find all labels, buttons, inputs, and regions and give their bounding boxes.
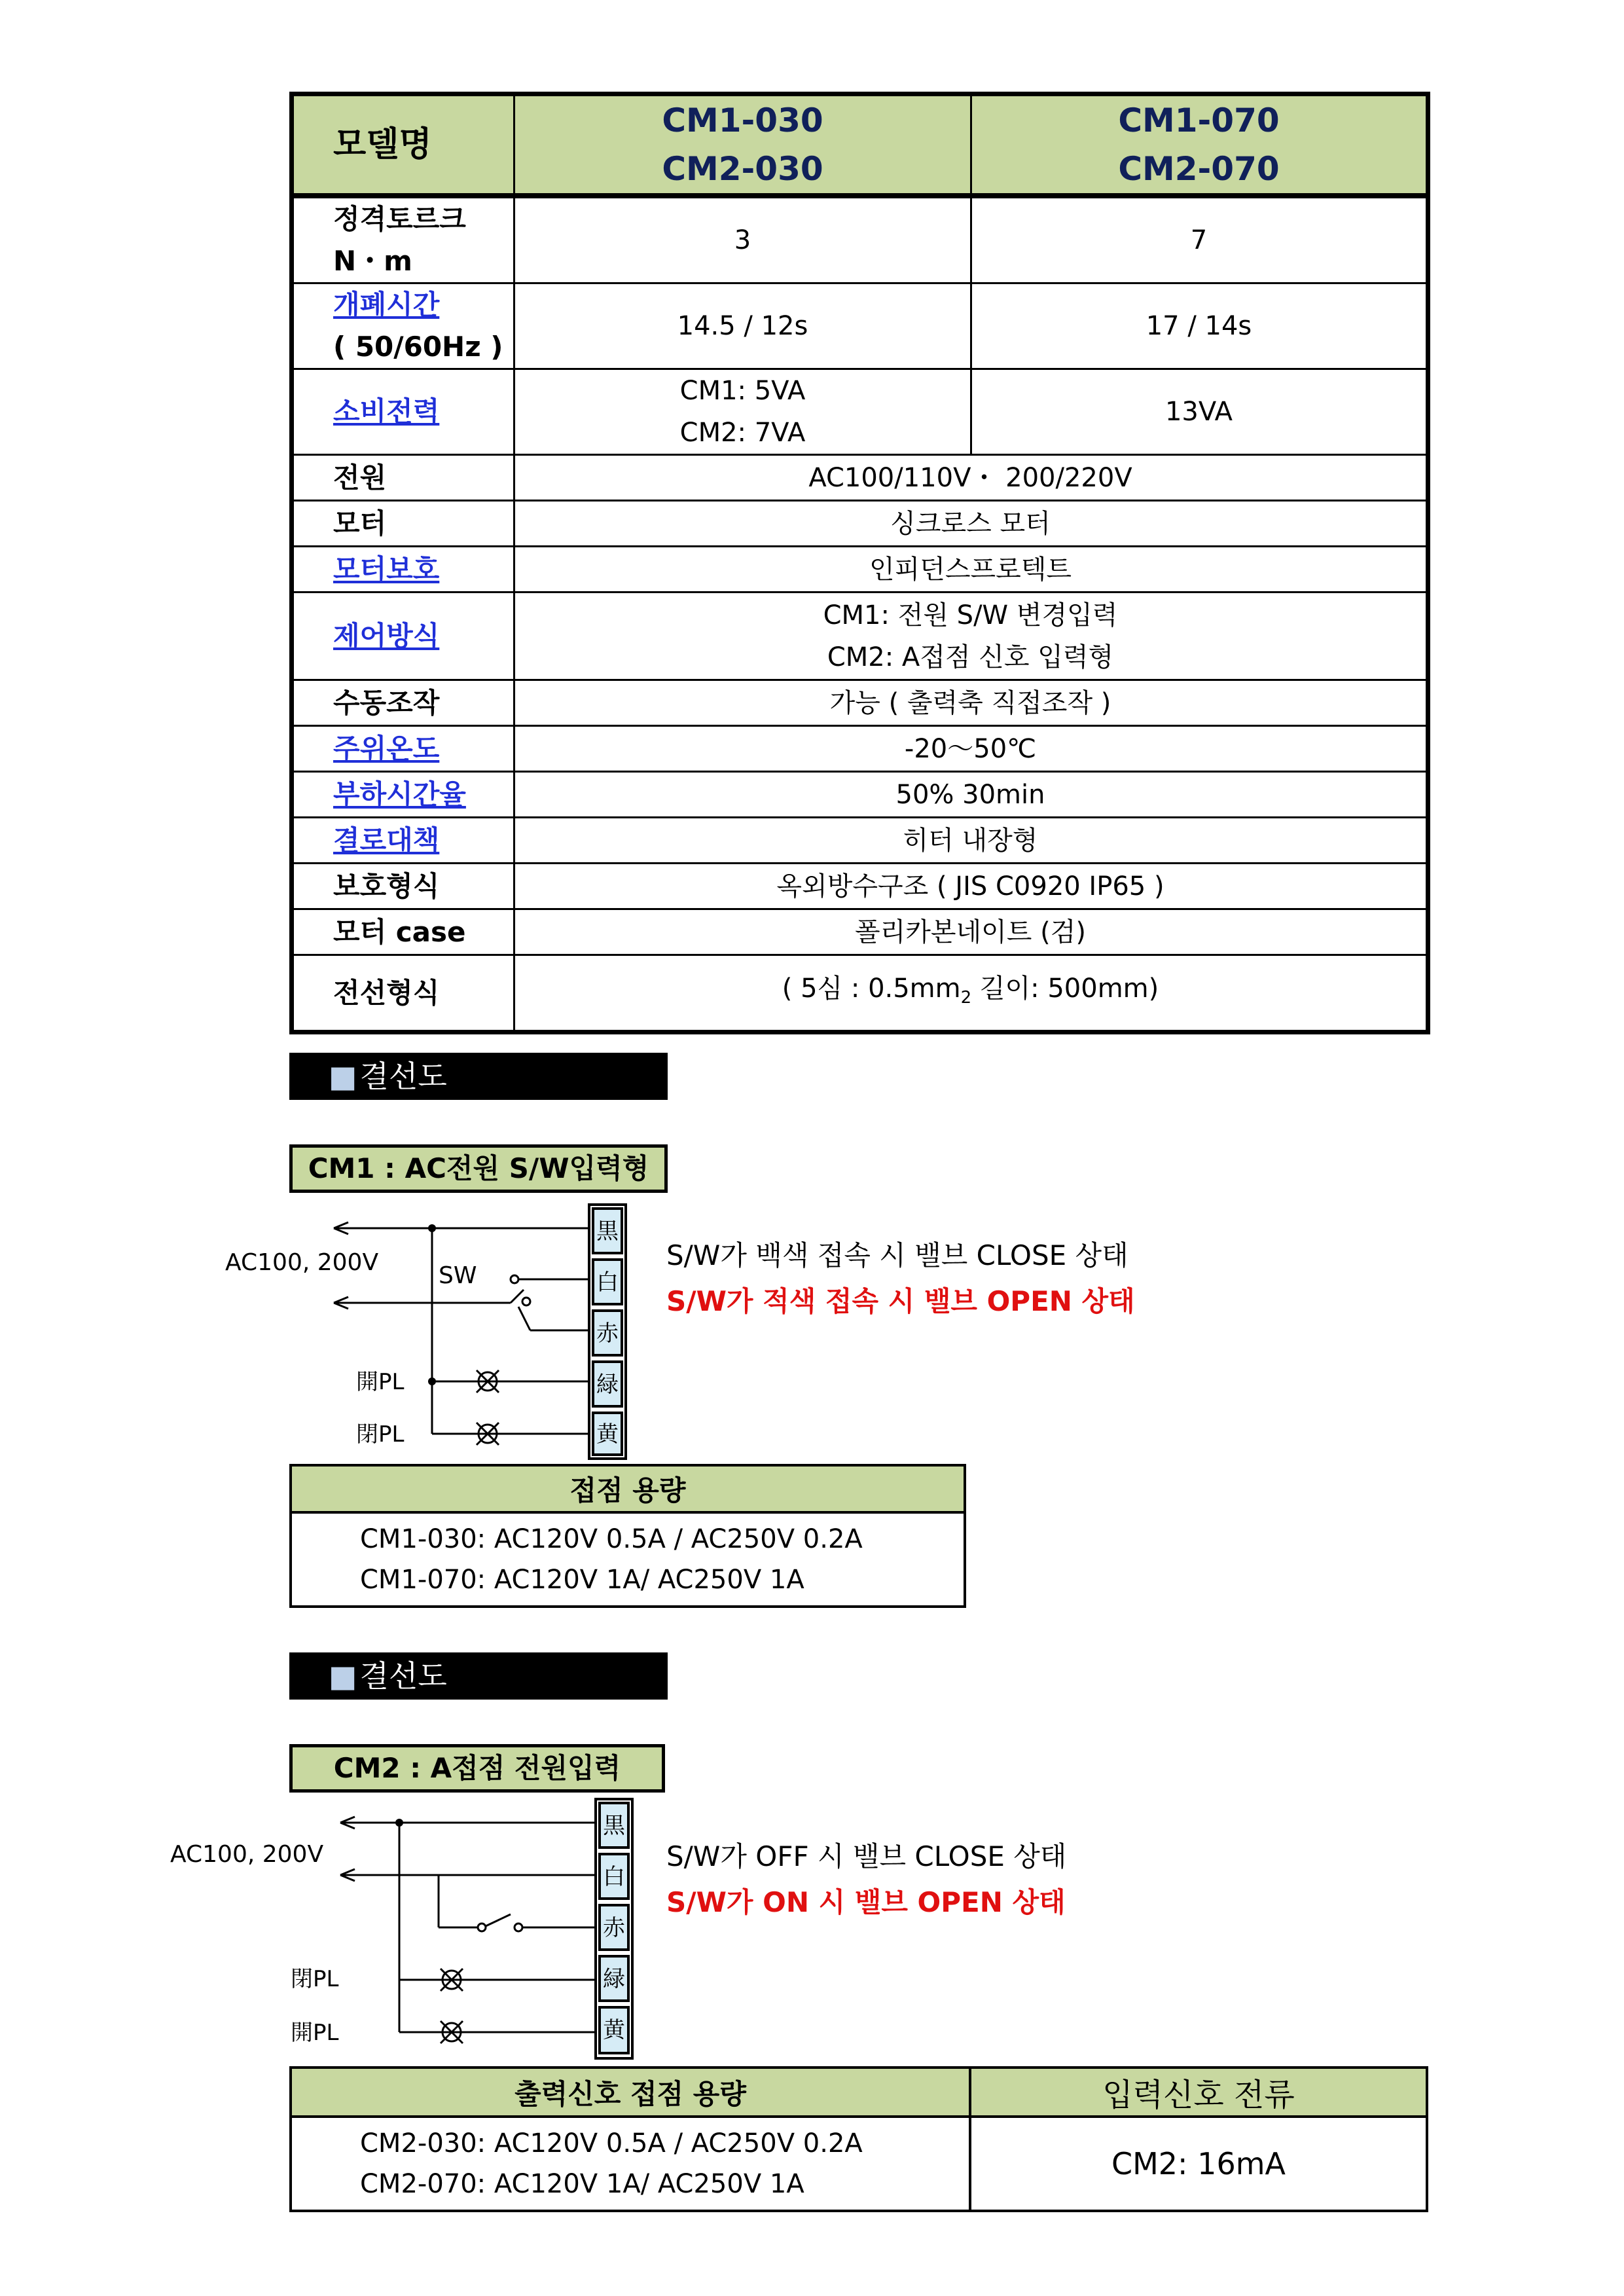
cm1-capacity-values: CM1-030: AC120V 0.5A / AC250V 0.2A CM1-070: AC120V 1A/ AC250V 1A — [291, 1512, 965, 1607]
spec-row-torque — [292, 196, 1428, 283]
pl-open-label: 開PL — [291, 2020, 339, 2046]
cm1-mode-box: CM1 : AC전원 S/W입력형 — [289, 1144, 668, 1193]
pl-open-label: 開PL — [356, 1369, 405, 1395]
wiring-section-bar-1: ■결선도 — [289, 1053, 668, 1100]
spec-header-row — [292, 94, 1428, 196]
terminal-black: 黒 — [596, 1218, 619, 1245]
cm1-note-close: S/W가 백색 접속 시 밸브 CLOSE 상태 — [666, 1239, 1128, 1271]
row-value: 7 — [971, 196, 1428, 283]
row-label: 정격토르크 N・m — [292, 196, 514, 283]
row-value: AC100/110V・ 200/220V — [514, 455, 1428, 501]
cm2-note-close: S/W가 OFF 시 밸브 CLOSE 상태 — [666, 1840, 1067, 1872]
pl-close-label: 閉PL — [291, 1966, 339, 1992]
row-value: 14.5 / 12s — [514, 283, 971, 369]
row-value: 13VA — [971, 369, 1428, 455]
cm2-input-current-value: CM2: 16mA — [970, 2117, 1427, 2211]
power-link[interactable]: 소비전력 — [292, 369, 514, 455]
source-label: AC100, 200V — [170, 1841, 324, 1868]
spec-row-case: 모터 case 폴리카본네이트 (검) — [292, 909, 1428, 955]
cm2-input-current-title: 입력신호 전류 — [970, 2068, 1427, 2117]
spec-row-control — [292, 592, 1428, 680]
terminal-green: 緑 — [596, 1372, 619, 1398]
spec-row-motor: 모터 싱크로스 모터 — [292, 501, 1428, 547]
spec-row-protection: 보호형식 옥외방수구조 ( JIS C0920 IP65 ) — [292, 864, 1428, 909]
spec-row-power — [292, 369, 1428, 455]
cm1-wiring-diagram — [216, 1198, 661, 1473]
pl-close-label: 閉PL — [356, 1421, 405, 1448]
duty-link[interactable]: 부하시간율 — [292, 772, 514, 818]
terminal-yellow: 黄 — [596, 1421, 619, 1448]
row-value: CM1: 5VA CM2: 7VA — [514, 369, 971, 455]
spec-row-manual: 수동조작 가능 ( 출력축 직접조작 ) — [292, 680, 1428, 726]
cm2-wiring-diagram — [164, 1796, 661, 2071]
row-value: CM1: 전원 S/W 변경입력 CM2: A접점 신호 입력형 — [514, 592, 1428, 680]
terminal-black: 黒 — [603, 1813, 625, 1839]
terminal-red: 赤 — [596, 1321, 619, 1347]
spec-row-open-time — [292, 283, 1428, 369]
cm2-note-open: S/W가 ON 시 밸브 OPEN 상태 — [666, 1886, 1066, 1918]
row-label: 개폐시간 ( 50/60Hz ) — [292, 283, 514, 369]
terminal-white: 白 — [603, 1864, 625, 1890]
cm2-mode-box: CM2 : A접점 전원입력 — [289, 1744, 665, 1793]
cm1-note-open: S/W가 적색 접속 시 밸브 OPEN 상태 — [666, 1285, 1135, 1317]
model-col-1: CM1-030 CM2-030 — [514, 94, 971, 196]
terminal-green: 緑 — [603, 1966, 625, 1992]
open-time-link[interactable]: 개폐시간 — [333, 289, 440, 321]
sw-label: SW — [439, 1262, 477, 1289]
row-value: 3 — [514, 196, 971, 283]
row-value: 17 / 14s — [971, 283, 1428, 369]
spec-row-supply: 전원 AC100/110V・ 200/220V — [292, 455, 1428, 501]
terminal-red: 赤 — [603, 1915, 625, 1941]
spec-row-motor-protect — [292, 547, 1428, 592]
cm1-capacity-table — [289, 1464, 966, 1608]
row-value: 가능 ( 출력축 직접조작 ) — [514, 680, 1428, 726]
spec-row-ambient — [292, 726, 1428, 772]
row-value: -20～50℃ — [514, 726, 1428, 772]
motor-protect-link[interactable]: 모터보호 — [292, 547, 514, 592]
spec-row-condensation — [292, 818, 1428, 864]
terminal-yellow: 黄 — [603, 2017, 625, 2043]
row-value: 인피던스프로텍트 — [514, 547, 1428, 592]
terminal-white: 白 — [596, 1269, 619, 1296]
cm2-capacity-title: 출력신호 접점 용량 — [291, 2068, 970, 2117]
row-value: 싱크로스 모터 — [514, 501, 1428, 547]
cm1-capacity-title: 접점 용량 — [291, 1465, 965, 1512]
spec-row-wire: 전선형식 ( 5심 : $0.5mm_2$ 길이: 500mm) — [292, 955, 1428, 1032]
wiring-section-bar-2: ■결선도 — [289, 1652, 668, 1700]
cm2-capacity-values: CM2-030: AC120V 0.5A / AC250V 0.2A CM2-070: AC120V 1A/ AC250V 1A — [291, 2117, 970, 2211]
cm2-capacity-table — [289, 2066, 1428, 2212]
model-col-2: CM1-070 CM2-070 — [971, 94, 1428, 196]
spec-table — [289, 92, 1430, 1034]
row-value: 폴리카본네이트 (검) — [514, 909, 1428, 955]
condensation-link[interactable]: 결로대책 — [292, 818, 514, 864]
row-value: 옥외방수구조 ( JIS C0920 IP65 ) — [514, 864, 1428, 909]
source-label: AC100, 200V — [225, 1249, 379, 1276]
row-value: 히터 내장형 — [514, 818, 1428, 864]
model-label: 모델명 — [292, 94, 514, 196]
row-value: 50% 30min — [514, 772, 1428, 818]
row-value: ( 5심 : $0.5mm_2$ 길이: 500mm) — [514, 955, 1428, 1032]
control-link[interactable]: 제어방식 — [292, 592, 514, 680]
ambient-link[interactable]: 주위온도 — [292, 726, 514, 772]
spec-row-duty — [292, 772, 1428, 818]
